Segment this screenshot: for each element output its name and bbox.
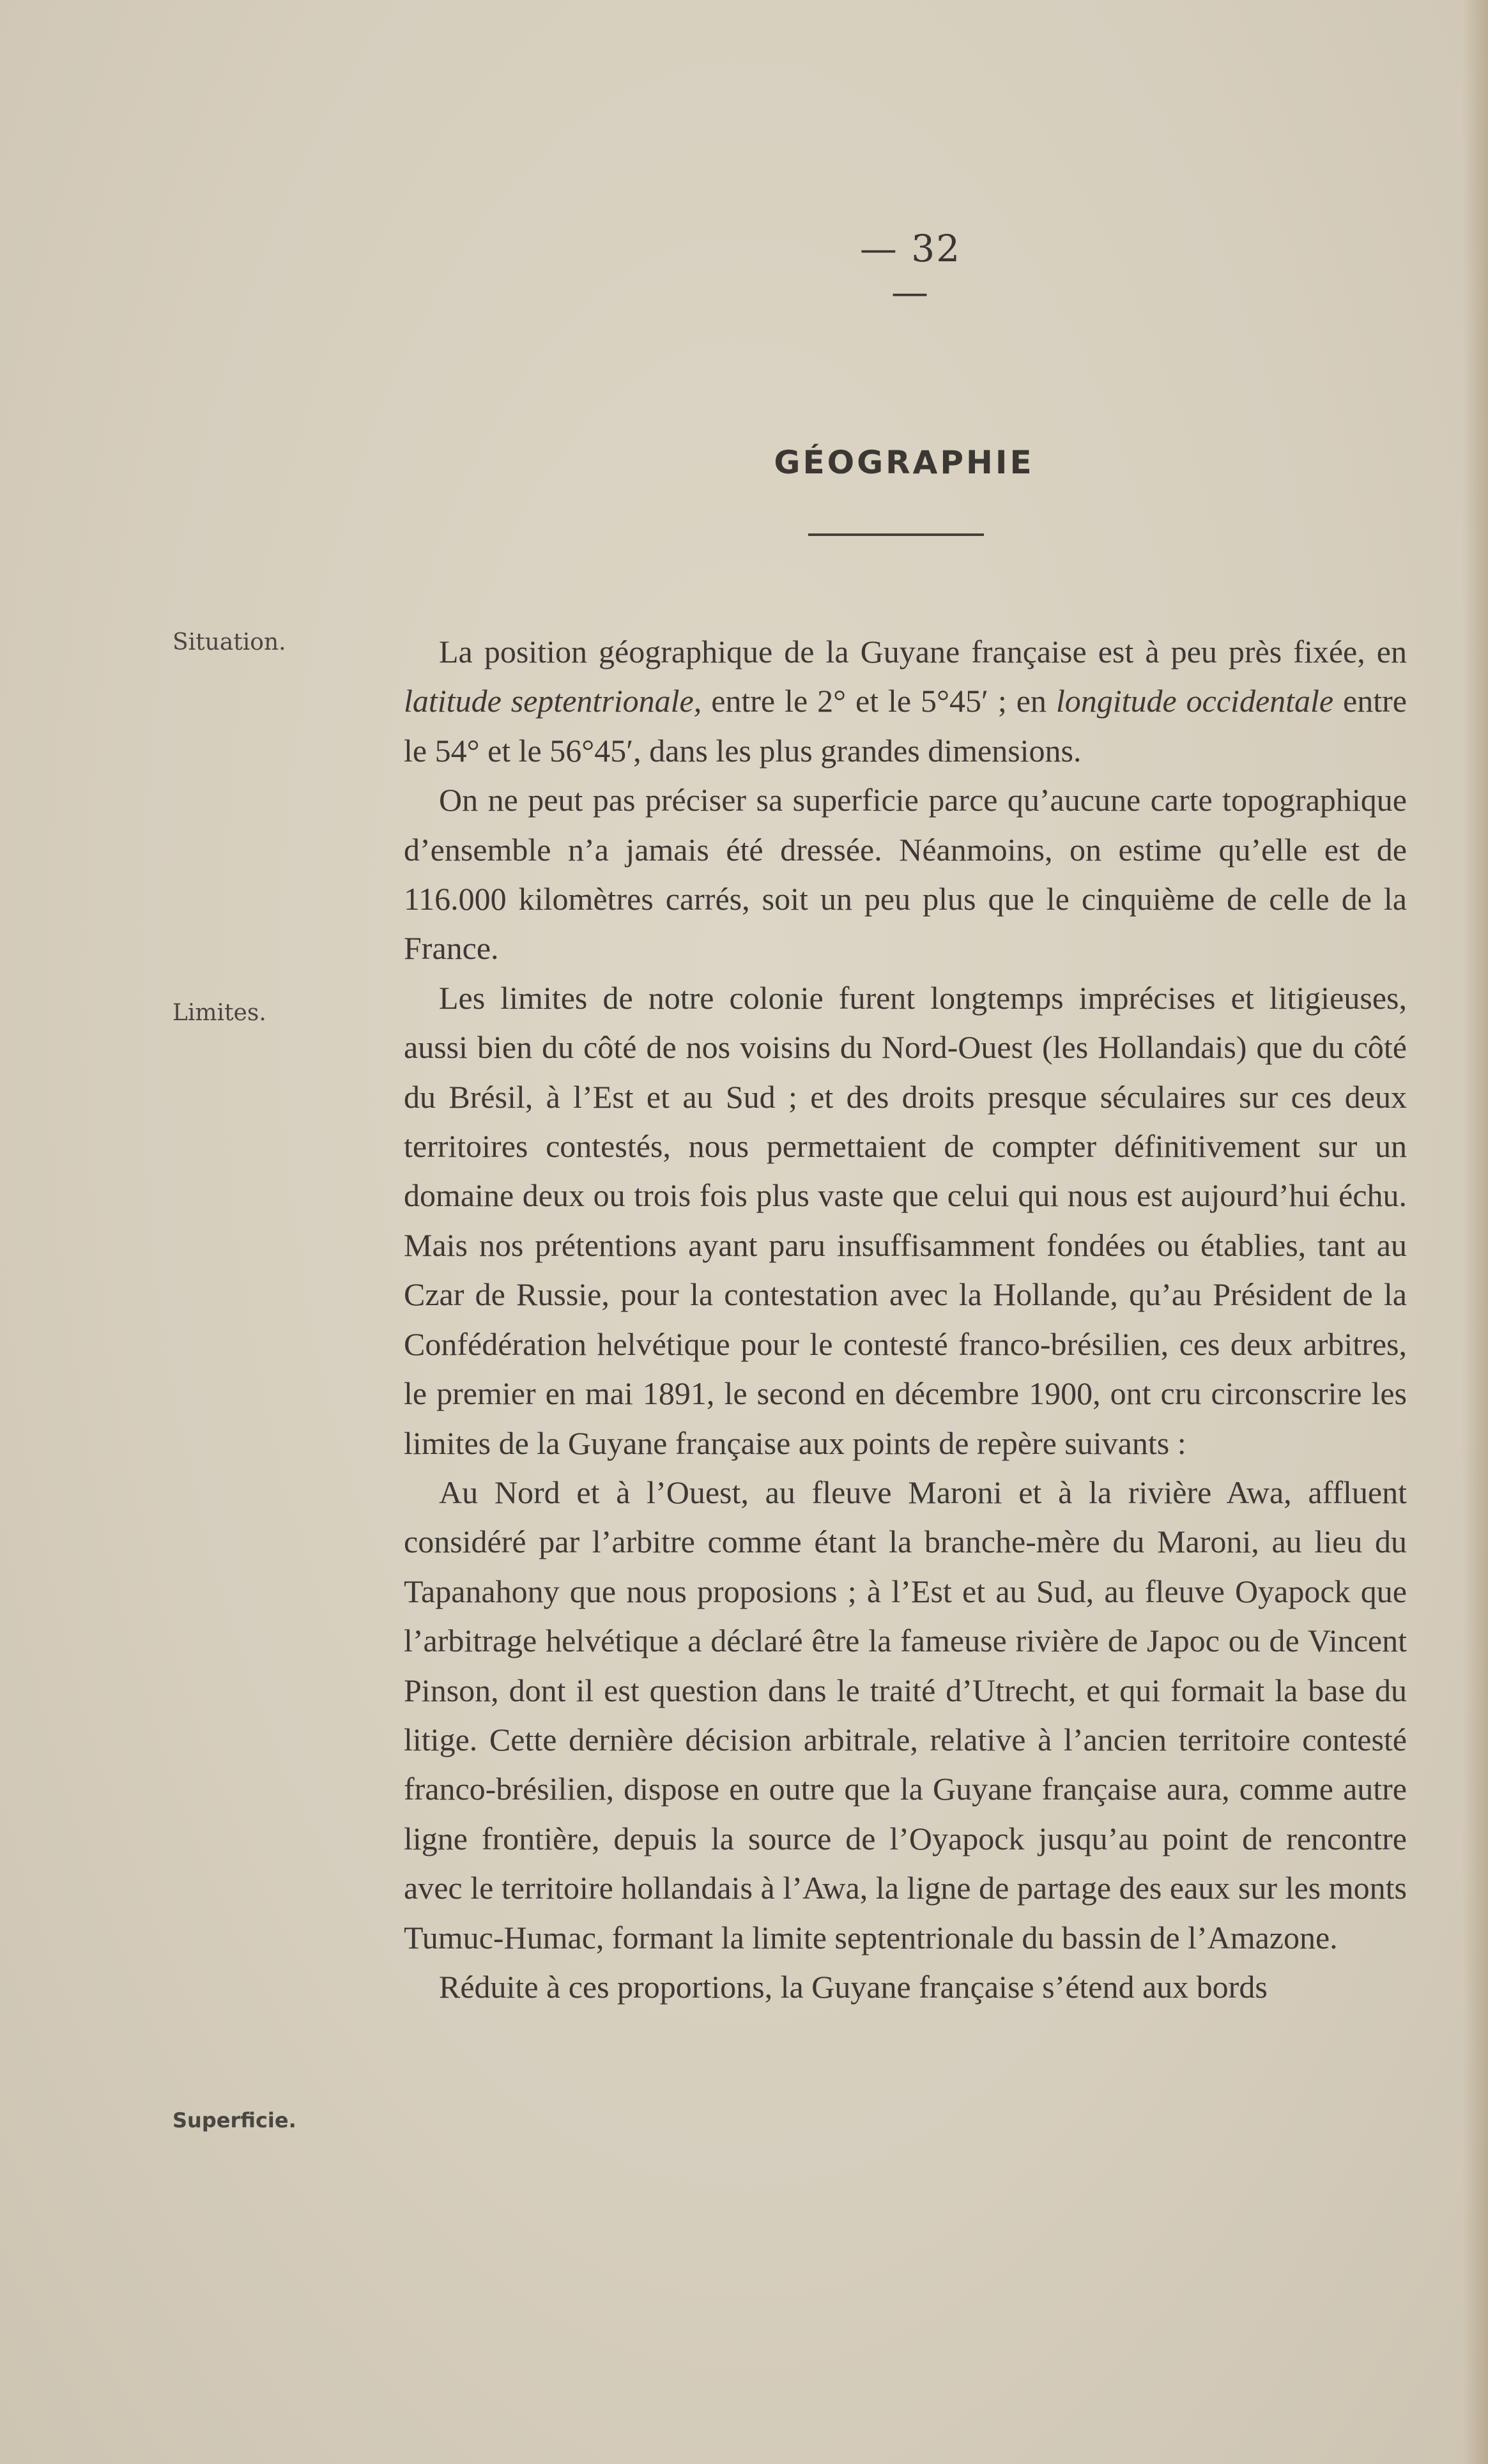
p1-italic-longitude: longitude occidentale bbox=[1055, 683, 1334, 719]
p1-text-a: La position géographique de la Guyane française est à peu près fixée, en bbox=[439, 634, 1407, 670]
margin-note-limites: Limites. bbox=[173, 1000, 266, 1026]
heading-divider bbox=[808, 533, 984, 536]
page-number: — 32 — bbox=[859, 227, 962, 314]
paragraph-frontieres: Au Nord et à l’Ouest, au fleuve Maroni et à la rivière Awa, affluent considéré par l’arbitre comme étant la branche-mère du Maroni, au lieu du Tapanahony que nous proposions ; à l’Est et au Sud, au fleuve Oyapock que l’arbitrage helvétique a déclaré être la fameuse rivière de Japoc ou de Vincent Pinson, dont il est question dans le traité d’Utrecht, et qui formait la base du litige. Cette dernière décision arbitrale, relative à l’ancien territoire contesté franco-brésilien, dispose en outre que la Guyane française aura, comme autre ligne frontière, depuis la source de l’Oyapock jusqu’au point de rencontre avec le territoire hollandais à l’Awa, la ligne de partage des eaux sur les monts Tumuc-Humac, formant la limite septentrionale du bassin de l’Amazone. bbox=[404, 1474, 1407, 1955]
paragraph-superficie: On ne peut pas préciser sa superficie parce qu’aucune carte topographique d’ensemble n’a jamais été dressée. Néanmoins, on estime qu’elle est de 116.000 kilomètres carrés, soit un peu plus que le cinquième de celle de la France. bbox=[404, 782, 1407, 967]
chapter-heading: GÉOGRAPHIE bbox=[774, 444, 1034, 481]
p1-text-c: entre le 54° et le 56°45′, dans les plus grandes dimensions. bbox=[404, 683, 1407, 769]
paragraph-limites: Les limites de notre colonie furent longtemps imprécises et litigieuses, aussi bien du côté de nos voisins du Nord-Ouest (les Hollandais) que du côté du Brésil, à l’Est et au Sud ; et des droits presque séculaires sur ces deux territoires contestés, nous permettaient de compter définitivement sur un domaine deux ou trois fois plus vaste que celui qui nous est aujourd’hui échu. Mais nos prétentions ayant paru insuffisamment fondées ou établies, tant au Czar de Russie, pour la contestation avec la Hollande, qu’au Président de la Confédération helvétique pour le contesté franco-brésilien, ces deux arbitres, le premier en mai 1891, le second en décembre 1900, ont cru circonscrire les limites de la Guyane française aux points de repère suivants : bbox=[404, 979, 1407, 1461]
paragraph-situation bbox=[404, 627, 1407, 776]
margin-note-situation: Situation. bbox=[173, 629, 286, 655]
margin-note-superficie: Superficie. bbox=[173, 2108, 296, 2132]
page-edge-shadow bbox=[1462, 0, 1488, 2464]
p1-text-b: entre le 2° et le 5°45′ ; en bbox=[702, 683, 1056, 719]
p1-italic-latitude: latitude septentrionale, bbox=[404, 683, 702, 719]
paragraph-reduite: Réduite à ces proportions, la Guyane française s’étend aux bords bbox=[439, 1968, 1268, 2005]
body-text bbox=[404, 627, 1407, 2012]
